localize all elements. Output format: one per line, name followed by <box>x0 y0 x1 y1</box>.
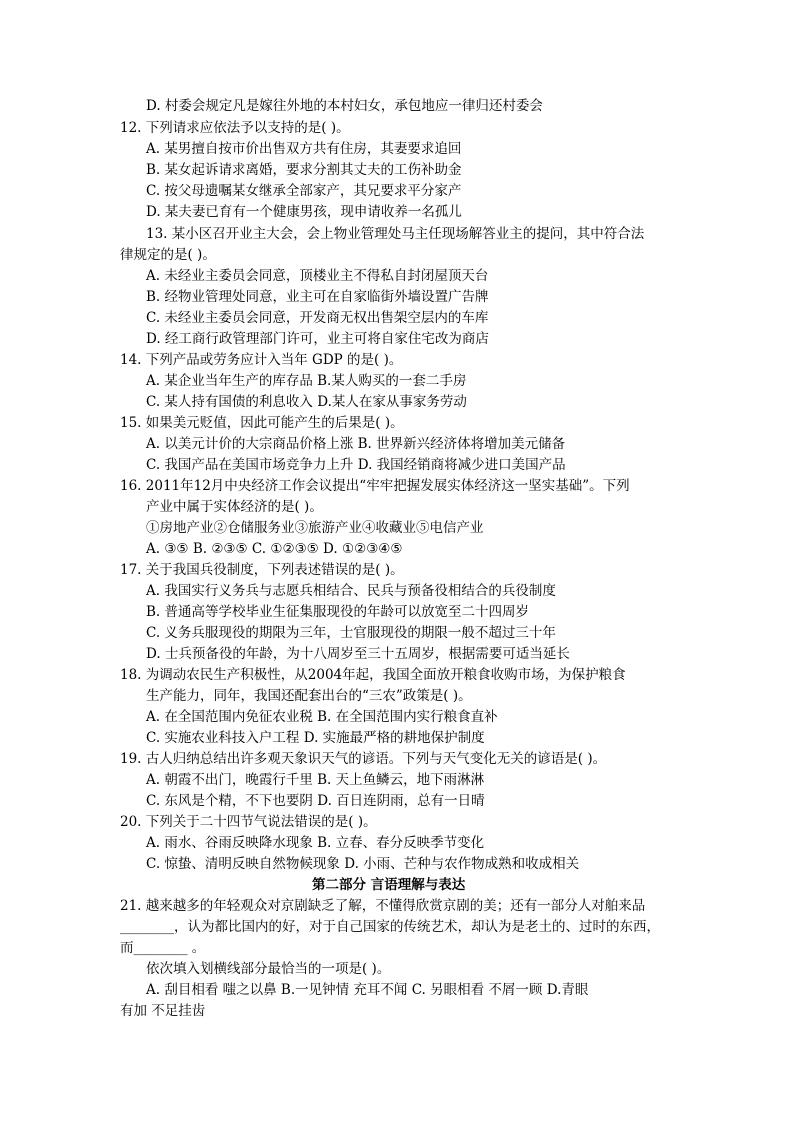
options-cd: C. 惊蛰、清明反映自然物候现象 D. 小雨、芒种与农作物成熟和收成相关 <box>146 856 580 872</box>
text-line: D. 村委会规定凡是嫁往外地的本村妇女，承包地应一律归还村委会 <box>146 98 543 114</box>
option-b: B. 经物业管理处同意，业主可在自家临街外墙设置广告牌 <box>146 289 489 305</box>
options-ab: A. 在全国范围内免征农业税 B. 在全国范围内实行粮食直补 <box>146 709 498 725</box>
question-13: 13. 某小区召开业主大会，会上物业管理处马主任现场解答业主的提问，其中符合法 <box>146 226 645 242</box>
question-16-items: ①房地产业②仓储服务业③旅游产业④收藏业⑤电信产业 <box>146 520 484 536</box>
question-20: 20. 下列关于二十四节气说法错误的是( )。 <box>120 814 377 830</box>
options-cd: C. 我国产品在美国市场竞争力上升 D. 我国经销商将减少进口美国产品 <box>146 457 566 473</box>
question-19: 19. 古人归纳总结出许多观天象识天气的谚语。下列与天气变化无关的谚语是( )。 <box>120 751 607 767</box>
options-ab: A. 雨水、谷雨反映降水现象 B. 立春、春分反映季节变化 <box>146 835 485 851</box>
options-ab: A. 朝霞不出门，晚霞行千里 B. 天上鱼鳞云，地下雨淋淋 <box>146 772 485 788</box>
question-21-cont: ________，认为都比国内的好，对于自己国家的传统艺术，却认为是老土的、过时的东西， <box>120 919 660 935</box>
option-a: A. 某男擅自按市价出售双方共有住房，其妻要求追回 <box>146 141 462 157</box>
option-b: B. 普通高等学校毕业生征集服现役的年龄可以放宽至二十四周岁 <box>146 604 530 620</box>
options-abcd: A. 刮目相看 嗤之以鼻 B.一见钟情 充耳不闻 C. 另眼相看 不屑一顾 D.青眼 <box>146 982 589 998</box>
question-21-prompt: 依次填入划横线部分最恰当的一项是( )。 <box>146 961 391 977</box>
question-18-cont: 生产能力，同年，我国还配套出台的“三农”政策是( )。 <box>146 688 472 704</box>
options-abcd: A. ③⑤ B. ②③⑤ C. ①②③⑤ D. ①②③④⑤ <box>146 541 403 557</box>
option-c: C. 义务兵服现役的期限为三年，士官服现役的期限一般不超过三十年 <box>146 625 556 641</box>
question-16: 16. 2011年12月中央经济工作会议提出“牢牢把握发展实体经济这一坚实基础”。下列 <box>120 478 630 494</box>
question-14: 14. 下列产品或劳务应计入当年 GDP 的是( )。 <box>120 352 403 368</box>
options-cont: 有加 不足挂齿 <box>120 1003 206 1019</box>
options-cd: C. 某人持有国债的利息收入 D.某人在家从事家务劳动 <box>146 394 467 410</box>
question-21-cont: 而________ 。 <box>120 940 206 956</box>
question-17: 17. 关于我国兵役制度，下列表述错误的是( )。 <box>120 562 404 578</box>
options-cd: C. 实施农业科技入户工程 D. 实施最严格的耕地保护制度 <box>146 730 485 746</box>
option-d: D. 某夫妻已育有一个健康男孩，现申请收养一名孤儿 <box>146 204 462 220</box>
option-a: A. 我国实行义务兵与志愿兵相结合、民兵与预备役相结合的兵役制度 <box>146 583 556 599</box>
options-ab: A. 某企业当年生产的库存品 B.某人购买的一套二手房 <box>146 373 467 389</box>
option-d: D. 经工商行政管理部门许可，业主可将自家住宅改为商店 <box>146 331 489 347</box>
option-c: C. 按父母遗嘱某女继承全部家产，其兄要求平分家产 <box>146 183 462 199</box>
question-16-cont: 产业中属于实体经济的是( )。 <box>146 499 323 515</box>
question-18: 18. 为调动农民生产积极性，从2004年起，我国全面放开粮食收购市场，为保护粮食 <box>120 667 626 683</box>
section-heading: 第二部分 言语理解与表达 <box>312 877 466 893</box>
options-cd: C. 东风是个精，不下也要阴 D. 百日连阴雨，总有一日晴 <box>146 793 485 809</box>
question-21: 21. 越来越多的年轻观众对京剧缺乏了解，不懂得欣赏京剧的美；还有一部分人对舶来品 <box>120 898 646 914</box>
option-d: D. 士兵预备役的年龄，为十八周岁至三十五周岁，根据需要可适当延长 <box>146 646 570 662</box>
option-a: A. 未经业主委员会同意，顶楼业主不得私自封闭屋顶天台 <box>146 268 489 284</box>
question-13-cont: 律规定的是( )。 <box>120 247 216 263</box>
question-12: 12. 下列请求应依法予以支持的是( )。 <box>120 120 350 136</box>
options-ab: A. 以美元计价的大宗商品价格上涨 B. 世界新兴经济体将增加美元储备 <box>146 436 566 452</box>
option-c: C. 未经业主委员会同意，开发商无权出售架空层内的车库 <box>146 310 489 326</box>
option-b: B. 某女起诉请求离婚，要求分割其丈夫的工伤补助金 <box>146 162 462 178</box>
question-15: 15. 如果美元贬值，因此可能产生的后果是( )。 <box>120 415 404 431</box>
